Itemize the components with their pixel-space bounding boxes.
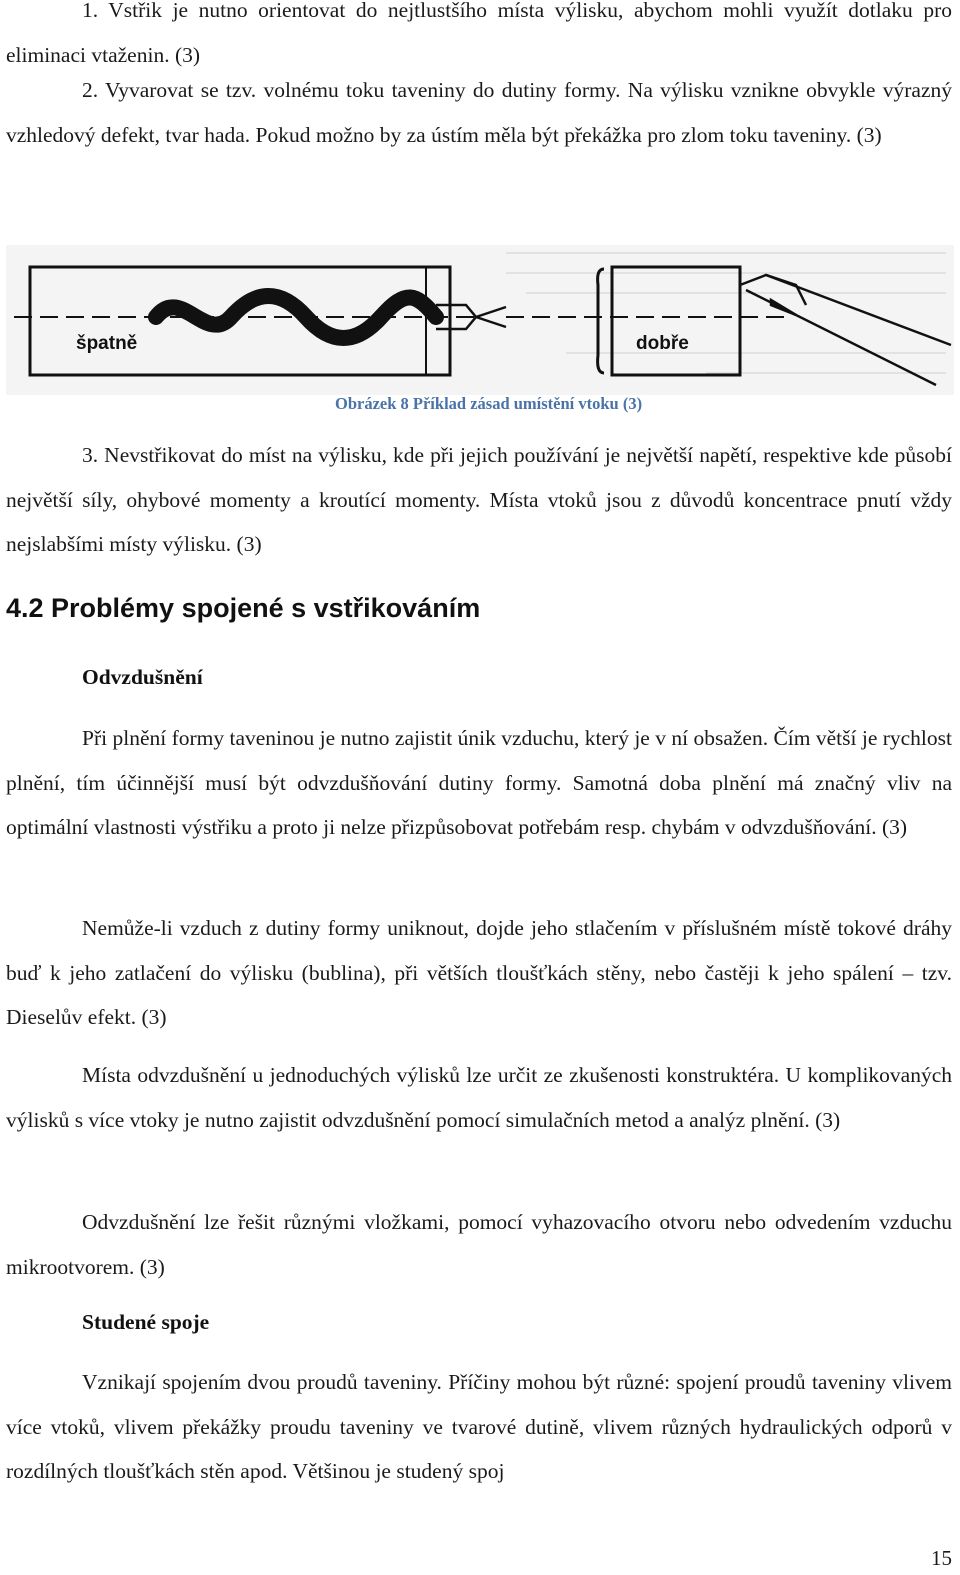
paragraph-cold-joints: Vznikají spojením dvou proudů taveniny. Příčiny mohou být různé: spojení proudů taveniny vlivem více vtoků, vlivem překážky proudu taveniny ve tvarové dutině, vlivem různých hydraulických odporů v rozdílných tloušťkách stěn apod. Většinou je studený spoj <box>6 1370 952 1483</box>
paragraph-rule-2: 2. Vyvarovat se tzv. volnému toku taveniny do dutiny formy. Na výlisku vznikne obvykle výrazný vzhledový defekt, tvar hada. Pokud možno by za ústím měla být překážka pro zlom toku taveniny. (3) <box>6 78 952 147</box>
section-heading: 4.2 Problémy spojené s vstřikováním <box>6 593 481 623</box>
figure-gate-placement <box>6 245 954 395</box>
label-good: dobře <box>636 333 689 354</box>
label-bad: špatně <box>76 333 138 354</box>
paragraph-venting-1: Při plnění formy taveninou je nutno zajistit únik vzduchu, který je v ní obsažen. Čím větší je rychlost plnění, tím účinnější musí být odvzdušňování dutiny formy. Samotná doba plnění má značný vliv na optimální vlastnosti výstřiku a proto ji nelze přizpůsobovat potřebám resp. chybám v odvzdušňování. (3) <box>6 726 952 839</box>
figure-caption: Obrázek 8 Příklad zásad umístění vtoku (3) <box>335 394 643 413</box>
page-number: 15 <box>931 1546 952 1570</box>
paragraph-rule-3: 3. Nevstřikovat do míst na výlisku, kde při jejich používání je největší napětí, respektive kde působí největší síly, ohybové momenty a kroutící momenty. Místa vtoků jsou z důvodů koncentrace pnutí vždy nejslabšími místy výlisku. (3) <box>6 443 952 556</box>
figure-illustration <box>6 245 954 395</box>
paragraph-venting-4: Odvzdušnění lze řešit různými vložkami, pomocí vyhazovacího otvoru nebo odvedením vzduchu mikrootvorem. (3) <box>6 1210 952 1279</box>
subheading-venting: Odvzdušnění <box>82 665 203 689</box>
paragraph-rule-1: 1. Vstřik je nutno orientovat do nejtlustšího místa výlisku, abychom mohli využít dotlaku pro eliminaci vtaženin. (3) <box>6 0 952 67</box>
subheading-cold-joints: Studené spoje <box>82 1310 210 1334</box>
paragraph-venting-3: Místa odvzdušnění u jednoduchých výlisků lze určit ze zkušenosti konstruktéra. U komplikovaných výlisků s více vtoky je nutno zajistit odvzdušnění pomocí simulačních metod a analýz plnění. (3) <box>6 1063 952 1132</box>
paragraph-venting-2: Nemůže-li vzduch z dutiny formy uniknout, dojde jeho stlačením v příslušném místě tokové dráhy buď k jeho zatlačení do výlisku (bublina), při větších tloušťkách stěny, nebo častěji k jeho spálení – tzv. Dieselův efekt. (3) <box>6 916 952 1029</box>
